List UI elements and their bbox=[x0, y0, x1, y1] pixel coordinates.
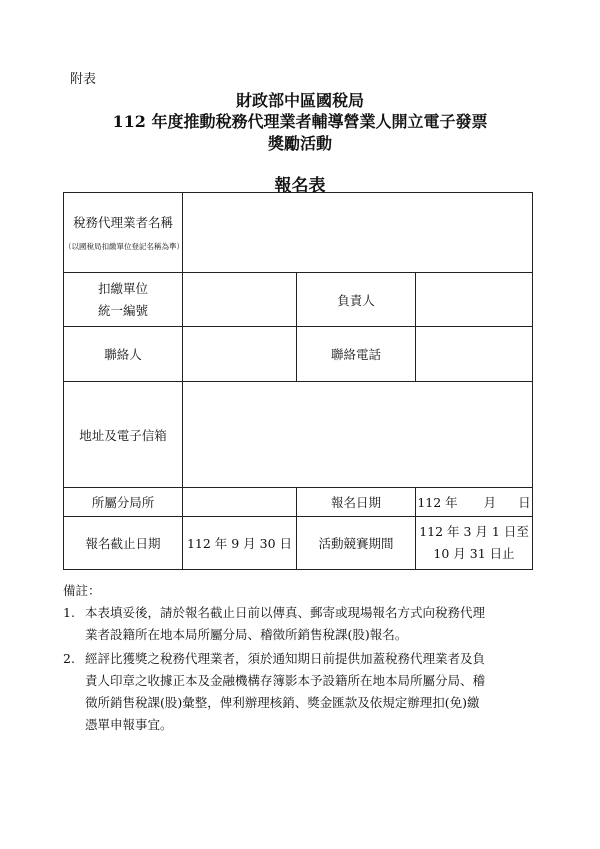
remark-line: 本表填妥後，請於報名截止日前以傳真、郵寄或現場報名方式向稅務代理 bbox=[85, 605, 486, 620]
branch-input[interactable] bbox=[183, 488, 297, 517]
row-agent-name bbox=[64, 193, 533, 273]
contact-label: 聯絡人 bbox=[64, 327, 183, 382]
reg-date-label: 報名日期 bbox=[297, 488, 416, 517]
row-contact bbox=[64, 327, 533, 382]
row-address bbox=[64, 382, 533, 488]
branch-label: 所屬分局所 bbox=[64, 488, 183, 517]
row-branch bbox=[64, 488, 533, 517]
reg-date-input[interactable] bbox=[416, 488, 533, 517]
remark-line: 業者設籍所在地本局所屬分局、稽徵所銷售稅課(股)報名。 bbox=[85, 627, 408, 642]
reg-date-year: 112 年 bbox=[417, 495, 458, 510]
doc-title-activity: 獎勵活動 bbox=[267, 134, 332, 153]
remark-line: 責人印章之收據正本及金融機構存簿影本予設籍所在地本局所屬分局、稽 bbox=[85, 673, 486, 688]
registration-form-table bbox=[63, 192, 533, 570]
remark-line: 經評比獲獎之稅務代理業者，須於通知期日前提供加蓋稅務代理業者及負 bbox=[85, 651, 486, 666]
period-line1: 112 年 3 月 1 日至 bbox=[419, 524, 529, 539]
remark-item-1 bbox=[63, 602, 543, 646]
form-title: 報名表 bbox=[274, 176, 326, 196]
row-deadline bbox=[64, 517, 533, 570]
remarks-title: 備註： bbox=[63, 583, 101, 598]
remark-number: 2. bbox=[63, 651, 75, 666]
doc-title-program: 112 年度推動稅務代理業者輔導營業人開立電子發票 bbox=[112, 112, 488, 131]
period-label: 活動競賽期間 bbox=[297, 517, 416, 570]
remark-item-2 bbox=[63, 648, 543, 736]
doc-title-agency: 財政部中區國稅局 bbox=[235, 91, 364, 110]
agent-name-input[interactable] bbox=[183, 193, 533, 273]
contact-input[interactable] bbox=[183, 327, 297, 382]
agent-name-note: （以國稅局扣繳單位登記名稱為準） bbox=[64, 242, 184, 251]
reg-date-month: 月 bbox=[483, 495, 497, 510]
row-tax-id bbox=[64, 273, 533, 327]
remark-line: 憑單申報事宜。 bbox=[85, 717, 173, 732]
address-label: 地址及電子信箱 bbox=[64, 382, 183, 488]
remark-number: 1. bbox=[63, 605, 75, 620]
tax-id-label-cell bbox=[64, 273, 183, 327]
address-input[interactable] bbox=[183, 382, 533, 488]
remarks-section bbox=[63, 580, 543, 738]
phone-input[interactable] bbox=[416, 327, 533, 382]
period-value bbox=[416, 517, 533, 570]
phone-label: 聯絡電話 bbox=[297, 327, 416, 382]
annex-label: 附表 bbox=[70, 72, 97, 87]
deadline-value: 112 年 9 月 30 日 bbox=[183, 517, 297, 570]
period-line2: 10 月 31 日止 bbox=[433, 546, 515, 561]
remark-line: 徵所銷售稅課(股)彙整，俾利辦理核銷、獎金匯款及依規定辦理扣(免)繳 bbox=[85, 695, 480, 710]
agent-name-label: 稅務代理業者名稱 bbox=[72, 215, 173, 230]
tax-id-input[interactable] bbox=[183, 273, 297, 327]
tax-id-label-line1: 扣繳單位 bbox=[97, 280, 148, 296]
tax-id-label-line2: 統一編號 bbox=[97, 302, 148, 318]
responsible-label: 負責人 bbox=[297, 273, 416, 327]
agent-name-label-cell bbox=[64, 193, 183, 273]
responsible-input[interactable] bbox=[416, 273, 533, 327]
reg-date-day: 日 bbox=[518, 495, 531, 510]
deadline-label: 報名截止日期 bbox=[64, 517, 183, 570]
